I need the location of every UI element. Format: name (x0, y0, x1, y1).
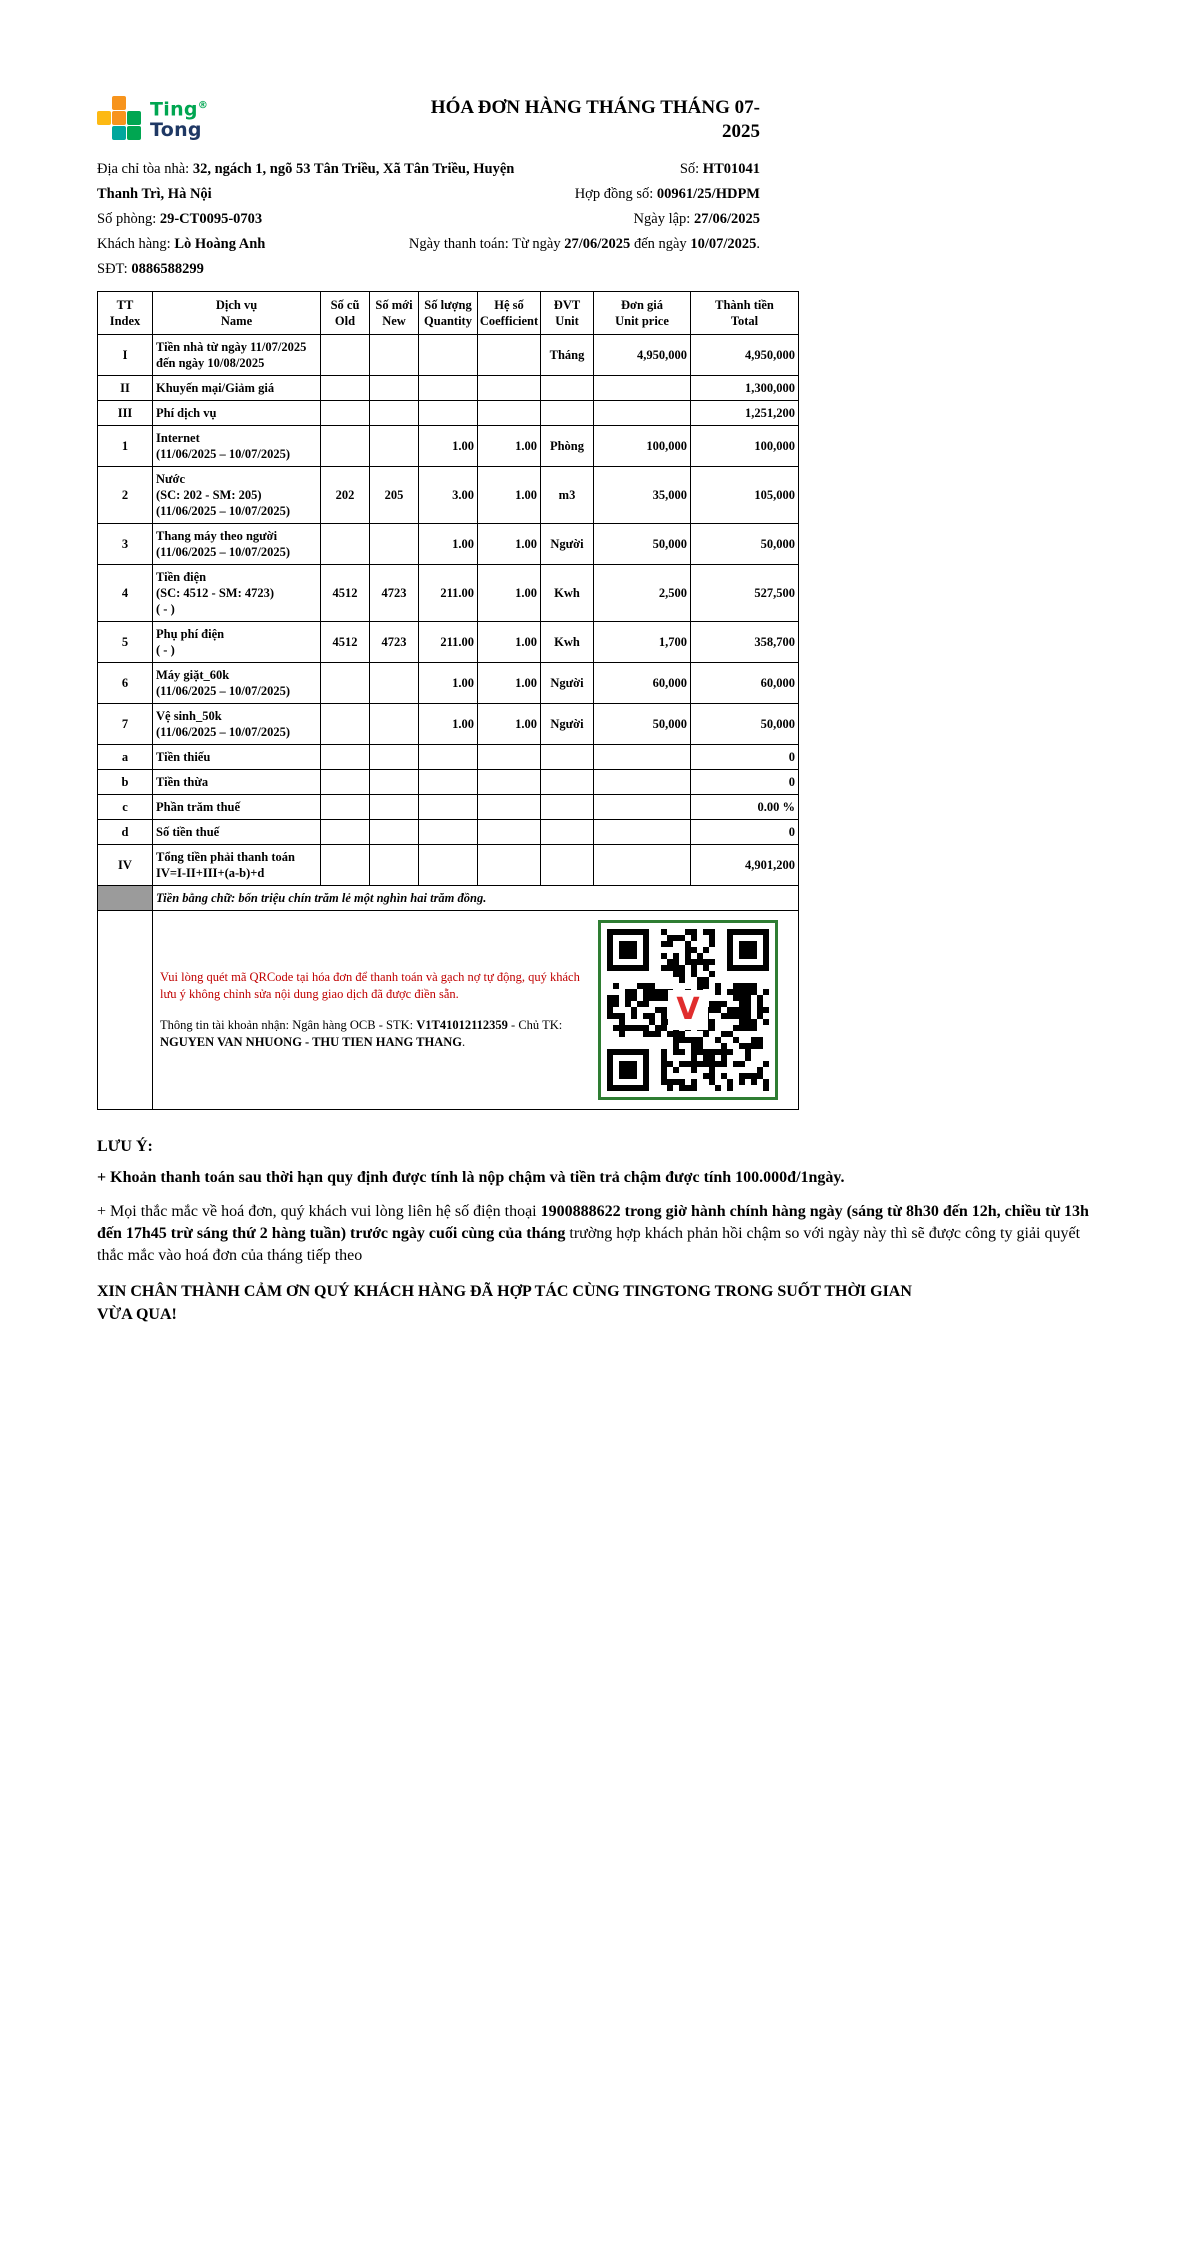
service-row-a (98, 745, 799, 770)
cell-name: Tổng tiền phải thanh toán IV=I-II+III+(a-b)+d (153, 845, 321, 886)
cell-tt: 7 (98, 704, 153, 745)
cell-old (321, 376, 370, 401)
services-table-foot (98, 886, 799, 1110)
cell-new (370, 770, 419, 795)
cell-unit: Người (541, 524, 594, 565)
cell-old (321, 770, 370, 795)
cell-total: 0 (691, 770, 799, 795)
cell-old (321, 845, 370, 886)
service-row-1 (98, 426, 799, 467)
cell-qty: 3.00 (419, 467, 478, 524)
cell-qty: 211.00 (419, 622, 478, 663)
cell-coef (478, 376, 541, 401)
info-left-line-3-value: Lò Hoàng Anh (174, 236, 266, 252)
cell-new (370, 663, 419, 704)
services-table-body (98, 335, 799, 886)
cell-new (370, 845, 419, 886)
info-right-line-4 (409, 232, 760, 257)
cell-tt: 4 (98, 565, 153, 622)
cell-coef (478, 845, 541, 886)
service-row-IV (98, 845, 799, 886)
cell-tt: 1 (98, 426, 153, 467)
cell-unit (541, 845, 594, 886)
cell-name: Tiền nhà từ ngày 11/07/2025 đến ngày 10/08/2025 (153, 335, 321, 376)
cell-name: Tiền thiếu (153, 745, 321, 770)
cell-unit (541, 376, 594, 401)
info-left-line-3-text: Khách hàng: (97, 236, 175, 252)
cell-price (594, 401, 691, 426)
cell-coef (478, 401, 541, 426)
cell-unit (541, 770, 594, 795)
cell-price (594, 795, 691, 820)
tingtong-logo-text (150, 95, 208, 141)
cell-qty: 1.00 (419, 426, 478, 467)
qr-row (98, 911, 799, 1110)
info-left-line-1-text: Địa chỉ tòa nhà: (97, 161, 193, 177)
service-row-7 (98, 704, 799, 745)
cell-price: 4,950,000 (594, 335, 691, 376)
cell-name: Thang máy theo người (11/06/2025 – 10/07/2025) (153, 524, 321, 565)
cell-price: 35,000 (594, 467, 691, 524)
cell-old (321, 663, 370, 704)
cell-old (321, 704, 370, 745)
cell-unit (541, 401, 594, 426)
services-table-head (98, 292, 799, 335)
cell-total: 100,000 (691, 426, 799, 467)
cell-qty (419, 770, 478, 795)
cell-unit: Người (541, 663, 594, 704)
cell-total: 1,251,200 (691, 401, 799, 426)
cell-unit: Kwh (541, 622, 594, 663)
info-right-line-4-value: 10/07/2025 (690, 236, 757, 252)
logo-word-tong: Tong (150, 119, 202, 142)
cell-tt: b (98, 770, 153, 795)
cell-price: 2,500 (594, 565, 691, 622)
service-row-II (98, 376, 799, 401)
col-header-old: Số cũ Old (321, 292, 370, 335)
cell-qty (419, 820, 478, 845)
cell-new: 4723 (370, 565, 419, 622)
cell-coef: 1.00 (478, 524, 541, 565)
cell-qty: 1.00 (419, 704, 478, 745)
cell-old (321, 745, 370, 770)
cell-new (370, 795, 419, 820)
hotline-value: 1900888622 trong giờ hành chính hàng ngày (sáng từ 8h30 đến 12h, chiều từ 13h đến 17h45 trừ sáng thứ 2 hàng tuần) trước ngày cuối cùng của tháng (97, 1203, 1089, 1242)
cell-qty: 1.00 (419, 663, 478, 704)
cell-coef (478, 745, 541, 770)
cell-unit: Phòng (541, 426, 594, 467)
cell-name: Tiền điện (SC: 4512 - SM: 4723) ( - ) (153, 565, 321, 622)
amount-in-words-cell (153, 886, 799, 911)
info-right-line-3-value: 27/06/2025 (693, 211, 760, 227)
info-right-line-3 (409, 207, 760, 232)
amount-in-words-label: Tiền bằng chữ: (156, 891, 239, 905)
cell-tt: II (98, 376, 153, 401)
cell-new: 4723 (370, 622, 419, 663)
cell-total: 60,000 (691, 663, 799, 704)
col-header-name: Dịch vụ Name (153, 292, 321, 335)
cell-new (370, 745, 419, 770)
cell-name: Phụ phí điện ( - ) (153, 622, 321, 663)
info-right-line-4-text: . (756, 236, 760, 252)
cell-price (594, 770, 691, 795)
info-right-line-4-text: đến ngày (630, 236, 691, 252)
cell-old (321, 524, 370, 565)
cell-total: 4,950,000 (691, 335, 799, 376)
cell-name: Số tiền thuế (153, 820, 321, 845)
tingtong-logo (97, 92, 208, 144)
info-right-line-4-text: Ngày thanh toán: Từ ngày (408, 236, 565, 252)
cell-name: Phần trăm thuế (153, 795, 321, 820)
col-header-total: Thành tiền Total (691, 292, 799, 335)
info-left-line-1-value: 32, ngách 1, ngõ 53 Tân Triều, Xã Tân Triều, Huyện Thanh Trì, Hà Nội (97, 161, 515, 202)
info-left-line-2-text: Số phòng: (97, 211, 160, 227)
cell-tt: a (98, 745, 153, 770)
cell-tt: 2 (98, 467, 153, 524)
cell-total: 0 (691, 745, 799, 770)
cell-coef: 1.00 (478, 622, 541, 663)
col-header-qty: Số lượng Quantity (419, 292, 478, 335)
service-row-2 (98, 467, 799, 524)
info-left-line-4-text: SĐT: (97, 261, 132, 277)
cell-new: 205 (370, 467, 419, 524)
vietqr-logo-icon: V (668, 990, 708, 1030)
cell-new (370, 426, 419, 467)
closing-thanks (97, 1280, 1103, 1326)
cell-new (370, 335, 419, 376)
cell-coef: 1.00 (478, 467, 541, 524)
footer-notes (97, 1136, 1103, 1326)
cell-unit (541, 820, 594, 845)
cell-unit: Tháng (541, 335, 594, 376)
page-header (97, 92, 760, 144)
cell-qty (419, 401, 478, 426)
cell-coef: 1.00 (478, 704, 541, 745)
cell-coef: 1.00 (478, 426, 541, 467)
hotline-text: trường hợp khách phản hồi chậm so với ngày này thì sẽ được công ty giải quyết thắc mắc vào hoá đơn của tháng tiếp theo (97, 1225, 1081, 1264)
info-left-line-2-value: 29-CT0095-0703 (159, 211, 263, 227)
cell-coef (478, 335, 541, 376)
cell-tt: 6 (98, 663, 153, 704)
cell-name: Nước (SC: 202 - SM: 205) (11/06/2025 – 10/07/2025) (153, 467, 321, 524)
cell-new (370, 704, 419, 745)
cell-price (594, 745, 691, 770)
info-right-line-4-value: 27/06/2025 (564, 236, 631, 252)
logo-word-ting: Ting (150, 98, 198, 121)
amount-in-words-value: bốn triệu chín trăm lẻ một nghìn hai trăm đồng. (238, 891, 487, 905)
info-right-line-2 (409, 182, 760, 207)
service-row-c (98, 795, 799, 820)
cell-new (370, 401, 419, 426)
cell-qty (419, 795, 478, 820)
cell-new (370, 524, 419, 565)
cell-old (321, 795, 370, 820)
closing-line-2: VỪA QUA! (97, 1306, 177, 1323)
cell-total: 0 (691, 820, 799, 845)
services-table (97, 291, 799, 1110)
qr-code (598, 920, 778, 1100)
qr-row-spacer-cell (98, 911, 153, 1110)
service-row-d (98, 820, 799, 845)
cell-price (594, 376, 691, 401)
service-row-3 (98, 524, 799, 565)
account-text: . (462, 1035, 466, 1049)
cell-coef: 1.00 (478, 565, 541, 622)
cell-old (321, 820, 370, 845)
cell-unit: Người (541, 704, 594, 745)
info-right-line-2-value: 00961/25/HDPM (656, 186, 760, 202)
qr-instructions-cell (153, 911, 799, 1110)
service-row-b (98, 770, 799, 795)
cell-price: 1,700 (594, 622, 691, 663)
cell-price: 100,000 (594, 426, 691, 467)
cell-price (594, 820, 691, 845)
cell-new (370, 820, 419, 845)
cell-coef: 1.00 (478, 663, 541, 704)
cell-coef (478, 770, 541, 795)
cell-coef (478, 795, 541, 820)
service-row-6 (98, 663, 799, 704)
cell-old: 4512 (321, 565, 370, 622)
service-row-4 (98, 565, 799, 622)
cell-tt: IV (98, 845, 153, 886)
cell-total: 1,300,000 (691, 376, 799, 401)
col-header-tt: TT Index (98, 292, 153, 335)
cell-total: 105,000 (691, 467, 799, 524)
info-right (409, 157, 760, 257)
col-header-new: Số mới New (370, 292, 419, 335)
cell-price (594, 845, 691, 886)
invoice-title: HÓA ĐƠN HÀNG THÁNG THÁNG 07-2025 (430, 97, 760, 142)
info-left-line-4-value: 0886588299 (131, 261, 204, 277)
cell-qty (419, 335, 478, 376)
cell-unit: m3 (541, 467, 594, 524)
account-text: Thông tin tài khoản nhận: Ngân hàng OCB - STK: (160, 1018, 417, 1032)
cell-old: 4512 (321, 622, 370, 663)
col-header-price: Đơn giá Unit price (594, 292, 691, 335)
hotline-note (97, 1201, 1103, 1267)
info-right-line-3-text: Ngày lập: (633, 211, 694, 227)
table-header-row (98, 292, 799, 335)
registered-mark-icon: ® (197, 99, 209, 111)
notes-heading: LƯU Ý: (97, 1138, 153, 1155)
cell-name: Máy giặt_60k (11/06/2025 – 10/07/2025) (153, 663, 321, 704)
cell-name: Tiền thừa (153, 770, 321, 795)
service-row-I (98, 335, 799, 376)
cell-qty (419, 376, 478, 401)
cell-name: Phí dịch vụ (153, 401, 321, 426)
info-left-line-4 (97, 257, 547, 282)
cell-price: 50,000 (594, 524, 691, 565)
account-info (160, 1017, 586, 1051)
qr-scan-note: Vui lòng quét mã QRCode tại hóa đơn để thanh toán và gạch nợ tự động, quý khách lưu ý không chỉnh sửa nội dung giao dịch đã được điền sẵn. (160, 970, 580, 1001)
service-row-5 (98, 622, 799, 663)
cell-name: Khuyến mại/Giảm giá (153, 376, 321, 401)
cell-total: 527,500 (691, 565, 799, 622)
cell-qty: 1.00 (419, 524, 478, 565)
payment-instructions (160, 969, 586, 1051)
cell-coef (478, 820, 541, 845)
account-value: NGUYEN VAN NHUONG - THU TIEN HANG THANG (160, 1035, 463, 1049)
cell-tt: c (98, 795, 153, 820)
account-text: - Chủ TK: (507, 1018, 563, 1032)
cell-total: 50,000 (691, 524, 799, 565)
cell-tt: I (98, 335, 153, 376)
info-right-line-1-text: Số: (679, 161, 703, 177)
cell-total: 358,700 (691, 622, 799, 663)
cell-total: 0.00 % (691, 795, 799, 820)
tingtong-logo-icon (97, 96, 141, 140)
cell-total: 4,901,200 (691, 845, 799, 886)
col-header-unit: ĐVT Unit (541, 292, 594, 335)
cell-qty: 211.00 (419, 565, 478, 622)
cell-total: 50,000 (691, 704, 799, 745)
cell-old (321, 426, 370, 467)
info-right-line-1-value: HT01041 (702, 161, 760, 177)
invoice-info (97, 157, 760, 282)
hotline-text: + Mọi thắc mắc về hoá đơn, quý khách vui lòng liên hệ số điện thoại (97, 1203, 541, 1220)
cell-tt: d (98, 820, 153, 845)
cell-unit: Kwh (541, 565, 594, 622)
info-right-line-2-text: Hợp đồng số: (574, 186, 657, 202)
service-row-III (98, 401, 799, 426)
late-payment-note: + Khoản thanh toán sau thời hạn quy định được tính là nộp chậm và tiền trả chậm được tính 100.000đ/1ngày. (97, 1169, 845, 1186)
cell-price: 60,000 (594, 663, 691, 704)
cell-new (370, 376, 419, 401)
cell-old (321, 401, 370, 426)
cell-price: 50,000 (594, 704, 691, 745)
col-header-coef: Hệ số Coefficient (478, 292, 541, 335)
info-right-line-1 (409, 157, 760, 182)
cell-old (321, 335, 370, 376)
cell-name: Vệ sinh_50k (11/06/2025 – 10/07/2025) (153, 704, 321, 745)
cell-old: 202 (321, 467, 370, 524)
cell-qty (419, 845, 478, 886)
closing-line-1: XIN CHÂN THÀNH CẢM ƠN QUÝ KHÁCH HÀNG ĐÃ HỢP TÁC CÙNG TINGTONG TRONG SUỐT THỜI GIAN (97, 1283, 912, 1300)
cell-unit (541, 795, 594, 820)
amount-in-words-row (98, 886, 799, 911)
amount-in-words-spacer-cell (98, 886, 153, 911)
cell-name: Internet (11/06/2025 – 10/07/2025) (153, 426, 321, 467)
account-value: V1T41012112359 (416, 1018, 508, 1032)
cell-qty (419, 745, 478, 770)
cell-tt: III (98, 401, 153, 426)
cell-tt: 5 (98, 622, 153, 663)
cell-tt: 3 (98, 524, 153, 565)
cell-unit (541, 745, 594, 770)
